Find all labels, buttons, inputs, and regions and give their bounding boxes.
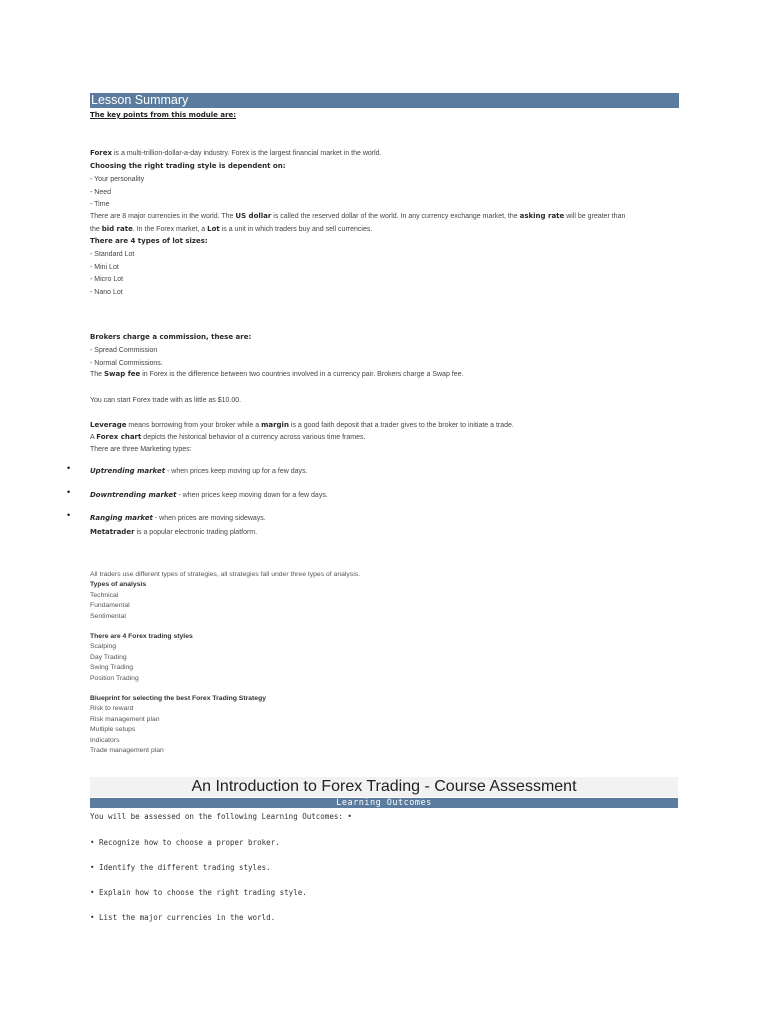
bullet: • [67,510,71,520]
trading-style-list [90,174,144,212]
list-item: - Standard Lot [90,251,135,258]
list-item: - Micro Lot [90,276,124,283]
lot-sizes-heading: There are 4 types of lot sizes: [90,237,208,245]
market-item-uptrending: Uptrending market - when prices keep moving up for a few days. [90,467,308,475]
marketing-types-text: There are three Marketing types: [90,446,192,453]
lesson-summary-header: Lesson Summary [90,93,679,108]
list-item: Risk management plan [90,715,160,723]
bullet: • [67,463,71,473]
list-item: Scalping [90,643,117,651]
assessment-title: An Introduction to Forex Trading - Course Assessment [90,777,678,797]
market-item-downtrending: Downtrending market - when prices keep moving down for a few days. [90,491,328,499]
market-item-ranging: Ranging market - when prices are moving sideways. [90,514,266,522]
list-item: - Time [90,201,110,208]
list-item: - Your personality [90,176,145,183]
list-item: Trade management plan [90,747,164,755]
list-item: Fundamental [90,602,130,610]
bid-rate-paragraph: the bid rate. In the Forex market, a Lot is a unit in which traders buy and sell currencies. [90,225,373,233]
lot-sizes-list [90,249,134,299]
swap-fee-paragraph: The Swap fee in Forex is the difference between two countries involved in a currency pair. Brokers charge a Swap fee. [90,370,464,378]
list-item: Position Trading [90,674,139,682]
list-item: - Mini Lot [90,263,119,271]
list-item: - Spread Commission [90,347,158,354]
styles-heading: There are 4 Forex trading styles [90,633,193,641]
learning-outcomes-header: Learning Outcomes [90,798,678,808]
blueprint-heading: Blueprint for selecting the best Forex Trading Strategy [90,695,266,703]
outcome-item: • List the major currencies in the world. [90,913,276,922]
list-item: Day Trading [90,653,127,661]
list-item: Swing Trading [90,664,134,672]
outcome-item: • Identify the different trading styles. [90,863,271,872]
list-item: Technical [90,591,119,599]
list-item: Multiple setups [90,726,136,734]
strategies-intro: All traders use different types of strategies, all strategies fall under three types of analysis. [90,571,361,578]
trading-style-heading: Choosing the right trading style is dependent on: [90,162,286,170]
list-item: Indicators [90,736,120,744]
list-item: Risk to reward [90,705,134,713]
metatrader-paragraph: Metatrader is a popular electronic trading platform. [90,528,258,536]
bullet: • [67,487,71,497]
outcomes-intro: You will be assessed on the following Learning Outcomes: • [90,812,352,821]
brokers-heading: Brokers charge a commission, these are: [90,333,252,341]
outcome-item: • Explain how to choose the right trading style. [90,888,307,897]
list-item: - Normal Commissions. [90,359,163,367]
currencies-paragraph: There are 8 major currencies in the world. The US dollar is called the reserved dollar of the world. In any currency exchange market, the asking rate will be greater than [90,212,626,220]
analysis-heading: Types of analysis [90,581,147,589]
list-item: Sentimental [90,612,126,620]
brokers-list [90,345,163,370]
forex-chart-paragraph: A Forex chart depicts the historical behavior of a currency across various time frames. [90,433,366,441]
forex-definition: Forex is a multi-trillion-dollar-a-day industry. Forex is the largest financial market in the world. [90,149,382,157]
list-item: - Need [90,188,112,196]
outcome-item: • Recognize how to choose a proper broker. [90,838,280,847]
start-trade-text: You can start Forex trade with as little as $10.00. [90,397,242,404]
strategies-section [90,570,360,757]
leverage-paragraph: Leverage means borrowing from your broker while a margin is a good faith deposit that a trader gives to the broker to initiate a trade. [90,421,514,429]
key-points-heading: The key points from this module are: [90,111,237,119]
list-item: - Nano Lot [90,288,123,296]
